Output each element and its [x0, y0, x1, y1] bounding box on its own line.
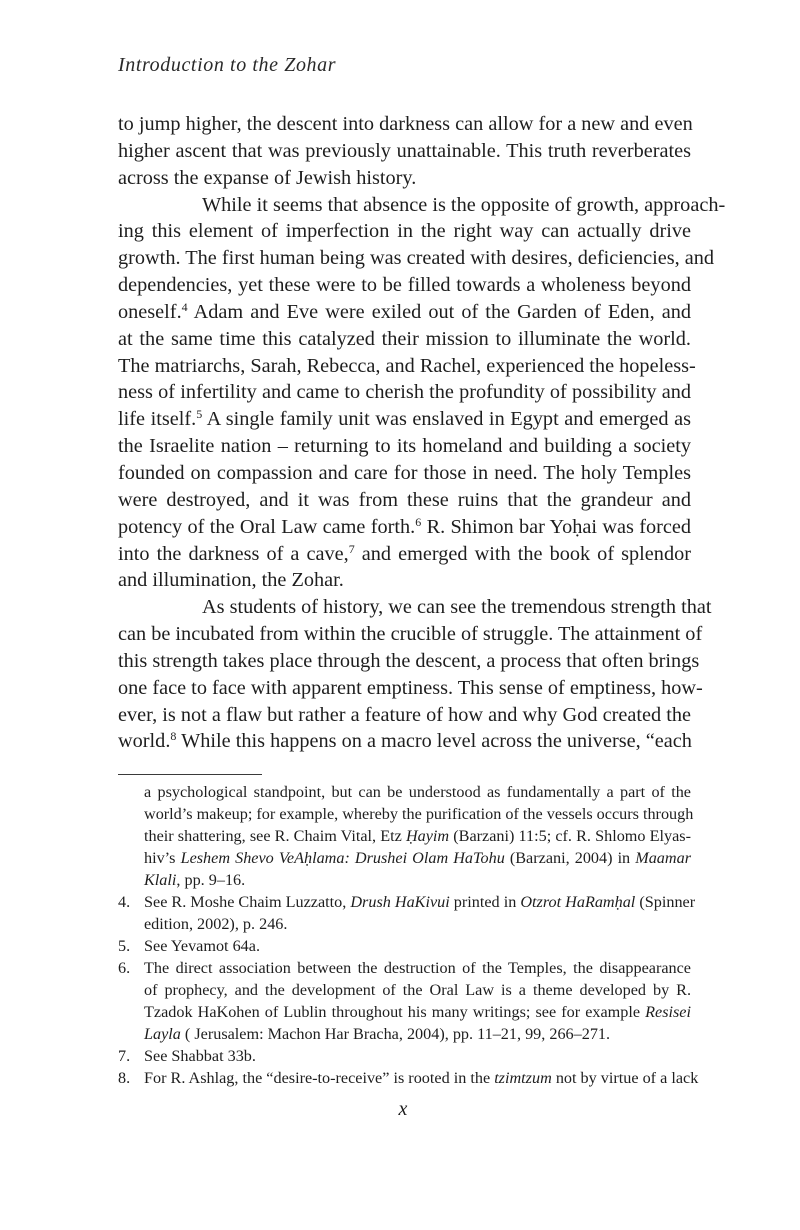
footnote-6: [118, 957, 691, 1045]
footnote-ref-4[interactable]: 4: [181, 299, 188, 314]
footnote-line: Tzadok HaKohen of Lublin throughout his many writings; see for example Resisei: [144, 1003, 691, 1021]
text-line: at the same time this catalyzed their mission to illuminate the world.: [118, 327, 691, 350]
text-line: were destroyed, and it was from these ruins that the grandeur and: [118, 488, 691, 511]
footnote-line: See R. Moshe Chaim Luzzatto, Drush HaKivui printed in Otzrot HaRamḥal (Spinner: [144, 893, 696, 911]
text-line: one face to face with apparent emptiness. This sense of emptiness, how-: [118, 676, 703, 699]
footnote-ref-8[interactable]: 8: [170, 729, 177, 744]
footnote-7: [118, 1045, 691, 1067]
footnote-line: world’s makeup; for example, whereby the purification of the vessels occurs through: [144, 805, 694, 823]
text-line: life itself.$^5$ A single family unit was enslaved in Egypt and emerged as: [118, 407, 691, 431]
text-line: While it seems that absence is the opposite of growth, approach-: [202, 193, 726, 216]
page-number: x: [398, 1098, 408, 1120]
paragraph-1: [118, 111, 691, 192]
footnote-ref-6[interactable]: 6: [415, 514, 422, 529]
footnote-ref-5[interactable]: 5: [196, 407, 203, 422]
footnote-line: See Yevamot 64a.: [144, 937, 260, 955]
footnote-number: 6.: [118, 959, 131, 977]
running-head: Introduction to the Zohar: [118, 54, 337, 76]
text-line: into the darkness of a cave,$^7$ and emerged with the book of splendor: [118, 541, 691, 565]
text-line: As students of history, we can see the tremendous strength that: [202, 596, 712, 619]
footnote-4: [118, 891, 696, 935]
footnote-line: a psychological standpoint, but can be understood as fundamentally a part of the: [144, 783, 691, 801]
footnote-ref-7[interactable]: 7: [348, 541, 355, 556]
footnote-3-continuation: [118, 781, 694, 891]
footnotes: [118, 781, 699, 1089]
footnote-line: See Shabbat 33b.: [144, 1047, 256, 1065]
text-line: this strength takes place through the descent, a process that often brings: [118, 649, 700, 672]
text-line: ness of infertility and came to cherish the profundity of possibility and: [118, 381, 691, 404]
text-line: the Israelite nation – returning to its homeland and building a society: [118, 435, 691, 458]
text-line: can be incubated from within the crucible of struggle. The attainment of: [118, 623, 703, 646]
text-line: ever, is not a flaw but rather a feature of how and why God created the: [118, 703, 691, 726]
footnote-separator-rule: [118, 774, 262, 775]
text-line: world.$^8$ While this happens on a macro level across the universe, “each: [118, 729, 692, 753]
footnote-5: [118, 935, 691, 957]
footnote-line: The direct association between the destruction of the Temples, the disappearance: [144, 959, 691, 977]
footnote-number: 4.: [118, 893, 131, 911]
text-line: and illumination, the Zohar.: [118, 569, 344, 592]
footnote-line: Layla ( Jerusalem: Machon Har Bracha, 2004), pp. 11–21, 99, 266–271.: [144, 1025, 611, 1043]
footnote-line: edition, 2002), p. 246.: [144, 915, 288, 933]
footnote-line: of prophecy, and the development of the Oral Law is a theme developed by R.: [144, 981, 691, 999]
text-line: The matriarchs, Sarah, Rebecca, and Rachel, experienced the hopeless-: [118, 354, 696, 377]
text-line: dependencies, yet these were to be filled towards a wholeness beyond: [118, 274, 691, 297]
paragraph-3: [118, 594, 712, 755]
text-line: growth. The first human being was created with desires, deficiencies, and: [118, 247, 715, 270]
footnote-number: 7.: [118, 1047, 131, 1065]
text-line: founded on compassion and care for those in need. The holy Temples: [118, 461, 691, 484]
footnote-8: [118, 1067, 699, 1089]
footnote-line: Klali, pp. 9–16.: [144, 871, 246, 889]
footnote-line: For R. Ashlag, the “desire-to-receive” is rooted in the tzimtzum not by virtue of a lack: [144, 1069, 699, 1087]
footnote-number: 8.: [118, 1069, 131, 1087]
paragraph-2: [118, 192, 726, 595]
text-line: across the expanse of Jewish history.: [118, 166, 417, 189]
text-line: ing this element of imperfection in the right way can actually drive: [118, 220, 691, 243]
text-line: to jump higher, the descent into darkness can allow for a new and even: [118, 113, 693, 135]
text-line: higher ascent that was previously unattainable. This truth reverberates: [118, 139, 691, 162]
footnote-line: hiv’s Leshem Shevo VeAḥlama: Drushei Olam HaTohu (Barzani, 2004) in Maamar: [144, 849, 691, 867]
footnote-number: 5.: [118, 937, 131, 955]
text-line: oneself.$^4$ Adam and Eve were exiled out of the Garden of Eden, and: [118, 299, 691, 323]
text-line: potency of the Oral Law came forth.$^6$ R. Shimon bar Yoḥai was forced: [118, 514, 691, 538]
main-text: [118, 111, 726, 755]
footnote-line: their shattering, see R. Chaim Vital, Etz Ḥayim (Barzani) 11:5; cf. R. Shlomo Elyas-: [144, 827, 691, 845]
